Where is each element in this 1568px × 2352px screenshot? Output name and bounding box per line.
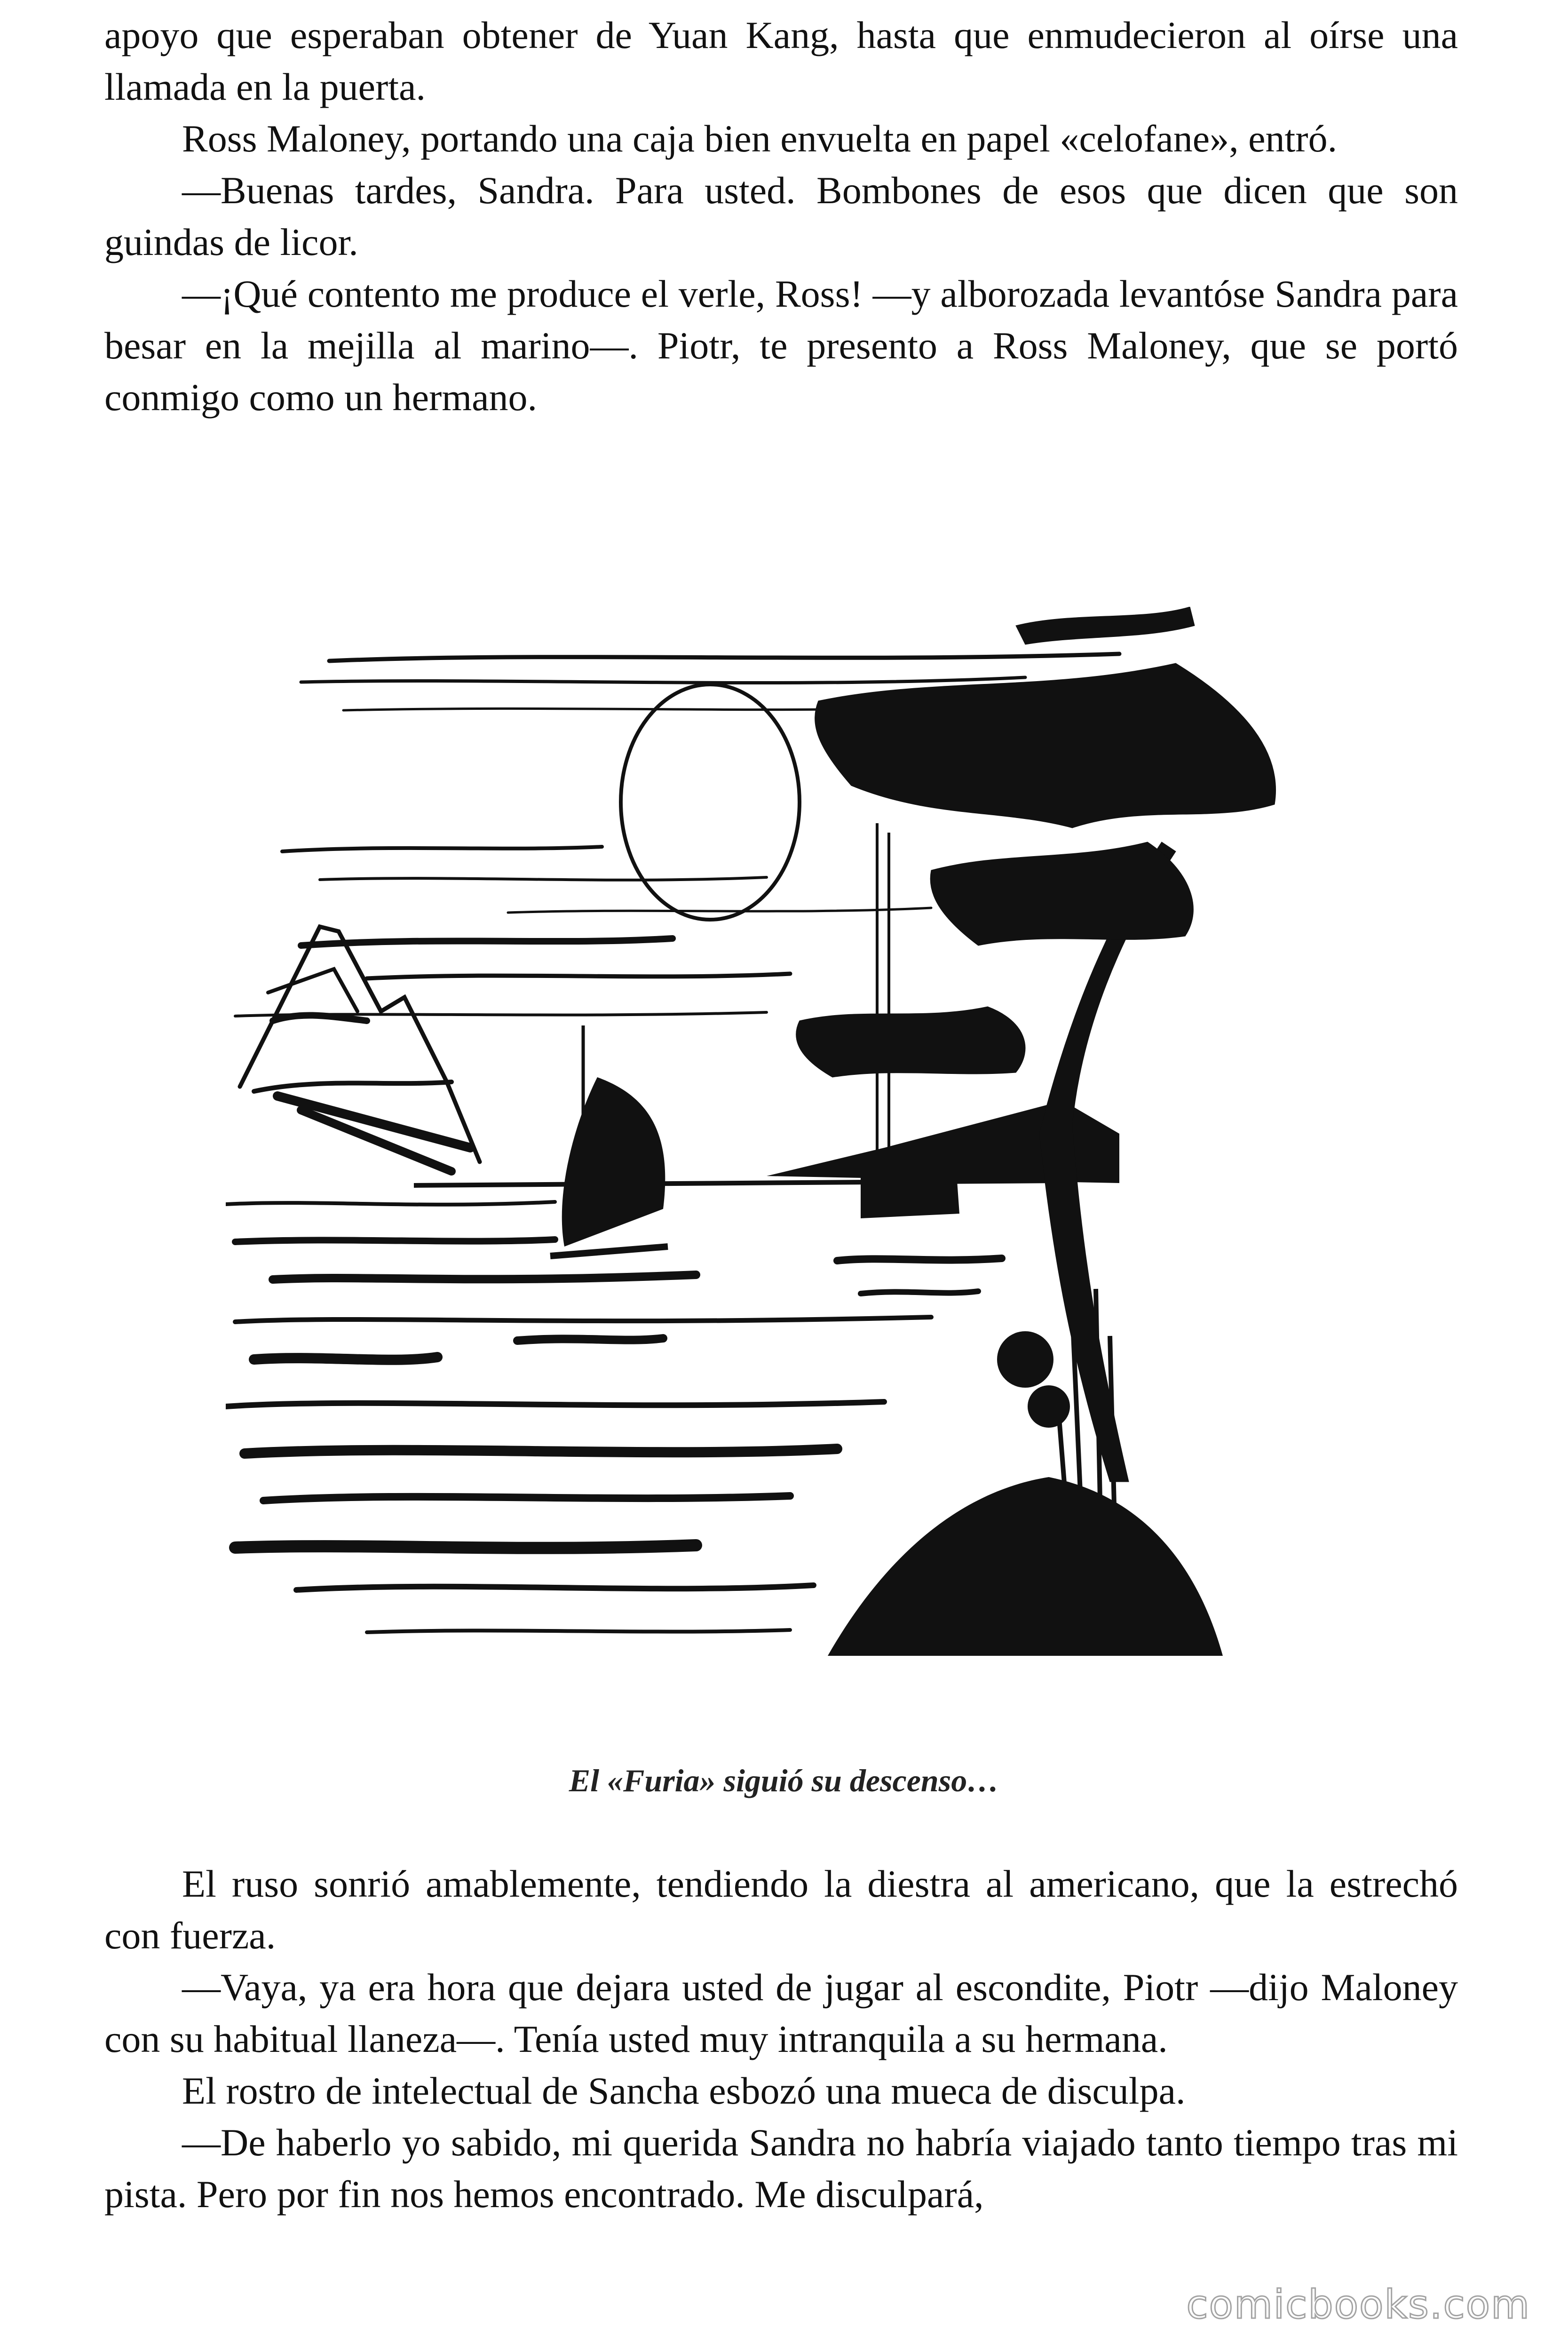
- paragraph: El ruso sonrió amablemente, tendiendo la diestra al americano, que la estrechó con fuerza.: [104, 1862, 1458, 1957]
- sky-streak: [301, 938, 673, 946]
- watermark: comicbooks.com: [1186, 2281, 1530, 2328]
- paragraph: apoyo que esperaban obtener de Yuan Kang, hasta que enmudecieron al oírse una llamada en la puerta.: [104, 14, 1458, 108]
- sky-streak: [282, 847, 602, 851]
- sky-streak: [329, 654, 1119, 661]
- sky-streak: [508, 908, 931, 913]
- sky-streak: [367, 974, 790, 978]
- illustration-caption: El «Furia» siguió su descenso…: [569, 1763, 999, 1798]
- sailboat-left: [550, 1025, 668, 1256]
- sun: [621, 684, 800, 920]
- paragraph: —Buenas tardes, Sandra. Para usted. Bombones de esos que dicen que son guindas de licor.: [104, 169, 1458, 263]
- horizon-line: [414, 1181, 1063, 1185]
- paragraph: —De haberlo yo sabido, mi querida Sandra no habría viajado tanto tiempo tras mi pista. Pero por fin nos hemos encontrado. Me disculpará,: [104, 2121, 1458, 2216]
- illustration-sunset-harbor: [226, 607, 1331, 1703]
- foreground-rock: [828, 1289, 1223, 1656]
- paragraph: —Vaya, ya era hora que dejara usted de jugar al escondite, Piotr —dijo Maloney con su habitual llaneza—. Tenía usted muy intranquila a su hermana.: [104, 1966, 1458, 2060]
- paragraph: —¡Qué contento me produce el verle, Ross! —y alborozada levantóse Sandra para besar en la mejilla al marino—. Piotr, te presento a Ross Maloney, que se portó conmigo como un hermano.: [104, 272, 1458, 419]
- sky-streak: [301, 677, 1025, 683]
- paragraph: El rostro de intelectual de Sancha esbozó una mueca de disculpa.: [182, 2069, 1186, 2112]
- water-reflections: [226, 1202, 1002, 1632]
- mountain: [240, 927, 480, 1171]
- text-block-top: [104, 9, 1458, 423]
- paragraph: Ross Maloney, portando una caja bien envuelta en papel «celofane», entró.: [182, 117, 1338, 160]
- text-block-bottom: [104, 1858, 1458, 2220]
- sky-streak: [320, 877, 767, 880]
